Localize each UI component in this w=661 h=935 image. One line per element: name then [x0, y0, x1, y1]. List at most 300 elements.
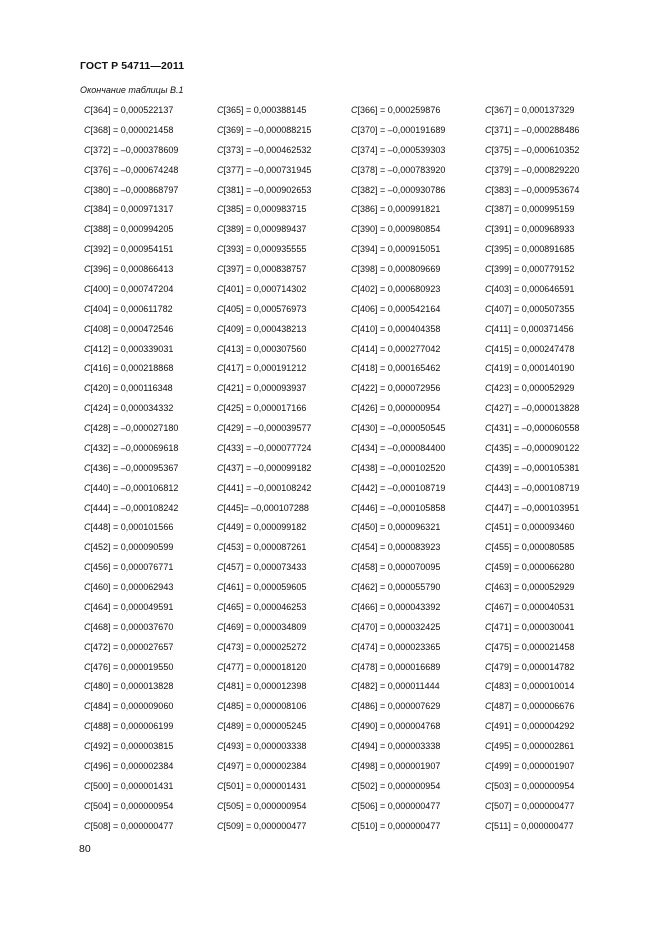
coefficient-cell — [351, 661, 485, 673]
coefficient-symbol: C — [84, 701, 91, 712]
coefficient-value: [422] = 0,000072956 — [357, 383, 441, 394]
table-row — [84, 820, 604, 840]
coefficient-value: [455] = 0,000080585 — [491, 542, 575, 553]
coefficient-cell — [217, 382, 351, 394]
coefficient-cell — [84, 263, 217, 275]
coefficient-cell — [84, 502, 217, 514]
coefficient-cell — [217, 661, 351, 673]
coefficient-symbol: C — [217, 800, 224, 811]
coefficient-value: [474] = 0,000023365 — [357, 641, 441, 652]
coefficient-symbol: C — [84, 760, 91, 771]
coefficient-symbol: C — [217, 105, 224, 115]
coefficient-symbol: C — [84, 562, 91, 573]
coefficient-value: [437] = –0,000099182 — [223, 462, 312, 473]
coefficient-value: [365] = 0,000388145 — [223, 105, 307, 115]
table-row — [84, 402, 604, 422]
table-row — [84, 442, 604, 462]
coefficient-value: [390] = 0,000980854 — [357, 224, 441, 235]
coefficient-value: [402] = 0,000680923 — [357, 283, 441, 294]
coefficient-value: [404] = 0,000611782 — [90, 303, 173, 314]
coefficient-value: [489] = 0,000005245 — [223, 721, 307, 732]
coefficient-cell — [84, 203, 217, 215]
coefficient-cell — [351, 601, 485, 613]
coefficient-symbol: C — [217, 522, 224, 533]
coefficient-symbol: C — [217, 283, 224, 294]
coefficient-value: [441] = –0,000108242 — [223, 482, 312, 493]
coefficient-value: [371] = –0,000288486 — [491, 124, 580, 135]
coefficient-value: [385] = 0,000983715 — [223, 204, 307, 215]
coefficient-cell — [84, 521, 217, 533]
coefficient-symbol: C — [84, 403, 91, 414]
coefficient-cell — [217, 521, 351, 533]
coefficient-value: [406] = 0,000542164 — [357, 303, 441, 314]
coefficient-cell — [217, 164, 351, 176]
coefficient-symbol: C — [485, 184, 492, 195]
coefficient-symbol: C — [351, 681, 358, 692]
coefficient-value: [388] = 0,000994205 — [90, 224, 174, 235]
coefficient-symbol: C — [485, 303, 492, 314]
coefficient-symbol: C — [84, 323, 91, 334]
table-caption: Окончание таблицы В.1 — [80, 85, 184, 95]
table-row — [84, 243, 604, 263]
coefficient-cell — [217, 601, 351, 613]
coefficient-value: [442] = –0,000108719 — [357, 482, 446, 493]
coefficient-symbol: C — [84, 264, 91, 274]
coefficient-symbol: C — [351, 323, 358, 334]
coefficient-symbol: C — [84, 601, 91, 612]
coefficient-value: [439] = –0,000105381 — [491, 462, 580, 473]
coefficient-value: [509] = 0,000000477 — [223, 820, 307, 831]
coefficient-cell — [485, 343, 604, 355]
coefficient-symbol: C — [84, 283, 91, 294]
coefficient-symbol: C — [84, 105, 91, 115]
coefficient-cell — [84, 422, 217, 434]
coefficient-cell — [485, 263, 604, 275]
coefficient-value: [449] = 0,000099182 — [223, 522, 307, 533]
coefficient-symbol: C — [217, 144, 224, 155]
coefficient-value: [462] = 0,000055790 — [357, 582, 441, 592]
coefficient-cell — [217, 641, 351, 653]
coefficient-cell — [217, 144, 351, 156]
coefficient-cell — [485, 164, 604, 176]
coefficient-cell — [351, 482, 485, 494]
coefficient-value: [428] = –0,000027180 — [90, 423, 179, 433]
coefficient-value: [504] = 0,000000954 — [90, 800, 174, 811]
coefficient-symbol: C — [351, 442, 358, 453]
coefficient-cell — [217, 343, 351, 355]
coefficient-value: [378] = –0,000783920 — [357, 164, 446, 175]
coefficient-cell — [217, 243, 351, 255]
coefficient-symbol: C — [485, 124, 492, 135]
coefficient-value: [372] = –0,000378609 — [90, 144, 179, 155]
coefficient-symbol: C — [217, 264, 224, 274]
coefficient-value: [511] = 0,000000477 — [491, 820, 574, 831]
coefficient-symbol: C — [84, 641, 91, 652]
coefficient-symbol: C — [351, 701, 358, 712]
coefficient-cell — [84, 382, 217, 394]
coefficient-cell — [485, 124, 604, 136]
coefficient-symbol: C — [485, 721, 492, 732]
coefficient-value: [374] = –0,000539303 — [357, 144, 446, 155]
coefficient-symbol: C — [84, 343, 91, 354]
coefficient-symbol: C — [485, 800, 492, 811]
coefficient-symbol: C — [84, 124, 91, 135]
coefficient-cell — [351, 124, 485, 136]
coefficient-symbol: C — [84, 204, 91, 215]
coefficient-value: [503] = 0,000000954 — [491, 780, 575, 791]
coefficient-symbol: C — [485, 760, 492, 771]
coefficient-value: [412] = 0,000339031 — [90, 343, 174, 354]
table-row — [84, 422, 604, 442]
coefficient-symbol: C — [351, 502, 358, 513]
coefficient-cell — [84, 243, 217, 255]
coefficient-cell — [351, 104, 485, 116]
coefficient-cell — [485, 820, 604, 832]
coefficient-cell — [351, 144, 485, 156]
coefficient-value: [495] = 0,000002861 — [491, 741, 575, 751]
coefficient-value: [382] = –0,000930786 — [357, 184, 446, 195]
coefficient-symbol: C — [485, 423, 492, 433]
coefficient-value: [487] = 0,000006676 — [491, 701, 575, 712]
coefficient-cell — [485, 521, 604, 533]
table-row — [84, 561, 604, 581]
coefficient-cell — [351, 541, 485, 553]
table-row — [84, 203, 604, 223]
table-row — [84, 521, 604, 541]
coefficient-cell — [485, 541, 604, 553]
coefficient-cell — [351, 760, 485, 772]
coefficient-value: [420] = 0,000116348 — [90, 383, 173, 394]
coefficient-value: [426] = 0,000000954 — [357, 403, 441, 414]
coefficient-value: [459] = 0,000066280 — [491, 562, 575, 573]
coefficient-symbol: C — [351, 343, 358, 354]
coefficient-value: [429] = –0,000039577 — [223, 423, 312, 433]
coefficient-cell — [351, 243, 485, 255]
coefficient-symbol: C — [84, 244, 91, 255]
coefficient-cell — [351, 442, 485, 454]
coefficient-symbol: C — [217, 641, 224, 652]
coefficient-value: [373] = –0,000462532 — [223, 144, 312, 155]
coefficient-symbol: C — [217, 820, 224, 831]
coefficient-value: [438] = –0,000102520 — [357, 462, 446, 473]
coefficient-symbol: C — [351, 760, 358, 771]
coefficient-value: [478] = 0,000016689 — [357, 661, 441, 672]
coefficient-cell — [485, 462, 604, 474]
coefficient-symbol: C — [217, 562, 224, 573]
coefficient-value: [405] = 0,000576973 — [223, 303, 307, 314]
coefficient-symbol: C — [485, 442, 492, 453]
coefficient-value: [396] = 0,000866413 — [90, 264, 174, 274]
coefficient-cell — [485, 104, 604, 116]
table-row — [84, 283, 604, 303]
coefficient-symbol: C — [351, 741, 358, 751]
coefficient-symbol: C — [217, 323, 224, 334]
coefficient-symbol: C — [84, 820, 91, 831]
coefficient-value: [421] = 0,000093937 — [223, 383, 307, 394]
table-row — [84, 482, 604, 502]
coefficient-value: [501] = 0,000001431 — [223, 780, 307, 791]
coefficient-value: [508] = 0,000000477 — [90, 820, 174, 831]
coefficient-value: [507] = 0,000000477 — [491, 800, 575, 811]
coefficient-value: [443] = –0,000108719 — [491, 482, 580, 493]
table-row — [84, 104, 604, 124]
coefficient-symbol: C — [485, 363, 492, 374]
table-row — [84, 382, 604, 402]
coefficient-value: [477] = 0,000018120 — [223, 661, 307, 672]
coefficient-cell — [485, 184, 604, 196]
table-row — [84, 462, 604, 482]
coefficient-symbol: C — [217, 184, 224, 195]
coefficient-symbol: C — [485, 264, 492, 274]
coefficient-symbol: C — [84, 224, 91, 235]
coefficient-value: [430] = –0,000050545 — [357, 423, 446, 433]
table-row — [84, 223, 604, 243]
coefficient-cell — [351, 422, 485, 434]
coefficient-symbol: C — [217, 224, 224, 235]
coefficient-cell — [217, 462, 351, 474]
coefficient-cell — [485, 561, 604, 573]
coefficient-value: [486] = 0,000007629 — [357, 701, 441, 712]
coefficient-symbol: C — [217, 303, 224, 314]
coefficient-cell — [84, 700, 217, 712]
coefficient-value: [408] = 0,000472546 — [90, 323, 174, 334]
coefficient-value: [383] = –0,000953674 — [491, 184, 580, 195]
coefficient-symbol: C — [217, 462, 224, 473]
coefficient-value: [466] = 0,000043392 — [357, 601, 441, 612]
coefficient-symbol: C — [485, 105, 492, 115]
coefficient-value: [482] = 0,000011444 — [357, 681, 440, 692]
coefficient-symbol: C — [485, 542, 492, 553]
coefficient-symbol: C — [351, 224, 358, 235]
coefficient-symbol: C — [485, 283, 492, 294]
coefficient-symbol: C — [485, 323, 492, 334]
coefficient-cell — [217, 223, 351, 235]
table-row — [84, 303, 604, 323]
coefficient-value: [403] = 0,000646591 — [491, 283, 575, 294]
coefficient-cell — [84, 283, 217, 295]
table-row — [84, 621, 604, 641]
coefficient-cell — [351, 164, 485, 176]
coefficient-symbol: C — [485, 403, 492, 414]
coefficient-cell — [351, 820, 485, 832]
coefficient-cell — [351, 263, 485, 275]
coefficient-symbol: C — [84, 582, 91, 592]
coefficient-value: [492] = 0,000003815 — [90, 741, 174, 751]
coefficient-symbol: C — [485, 641, 492, 652]
coefficient-cell — [217, 442, 351, 454]
coefficient-symbol: C — [84, 164, 91, 175]
coefficient-value: [468] = 0,000037670 — [90, 621, 174, 632]
coefficient-value: [488] = 0,000006199 — [90, 721, 174, 732]
coefficient-cell — [84, 303, 217, 315]
coefficient-value: [497] = 0,000002384 — [223, 760, 307, 771]
coefficient-cell — [485, 402, 604, 414]
coefficient-symbol: C — [485, 621, 492, 632]
coefficient-symbol: C — [351, 780, 358, 791]
coefficient-symbol: C — [351, 582, 358, 592]
coefficient-value: [411] = 0,000371456 — [491, 323, 574, 334]
coefficient-cell — [84, 740, 217, 752]
table-row — [84, 323, 604, 343]
coefficient-symbol: C — [84, 423, 91, 433]
table-row — [84, 601, 604, 621]
coefficient-value: [473] = 0,000025272 — [223, 641, 307, 652]
coefficient-symbol: C — [84, 681, 91, 692]
coefficient-symbol: C — [485, 383, 492, 394]
coefficient-symbol: C — [217, 244, 224, 255]
coefficient-symbol: C — [217, 482, 224, 493]
coefficient-cell — [485, 800, 604, 812]
coefficient-cell — [351, 343, 485, 355]
table-row — [84, 740, 604, 760]
coefficient-value: [491] = 0,000004292 — [491, 721, 575, 732]
coefficient-cell — [217, 740, 351, 752]
coefficient-value: [446] = –0,000105858 — [357, 502, 446, 513]
coefficient-cell — [485, 362, 604, 374]
coefficient-value: [401] = 0,000714302 — [223, 283, 307, 294]
coefficient-value: [461] = 0,000059605 — [223, 582, 307, 592]
coefficient-value: [413] = 0,000307560 — [223, 343, 307, 354]
coefficient-cell — [217, 700, 351, 712]
coefficient-value: [436] = –0,000095367 — [90, 462, 179, 473]
coefficient-value: [367] = 0,000137329 — [491, 105, 575, 115]
coefficient-value: [506] = 0,000000477 — [357, 800, 441, 811]
coefficient-value: [498] = 0,000001907 — [357, 760, 441, 771]
coefficient-cell — [485, 641, 604, 653]
coefficient-symbol: C — [485, 562, 492, 573]
coefficient-cell — [217, 283, 351, 295]
table-row — [84, 124, 604, 144]
coefficient-cell — [485, 621, 604, 633]
coefficient-symbol: C — [84, 522, 91, 533]
coefficient-symbol: C — [84, 542, 91, 553]
coefficient-value: [425] = 0,000017166 — [223, 403, 307, 414]
coefficient-value: [450] = 0,000096321 — [357, 522, 441, 533]
coefficient-symbol: C — [84, 741, 91, 751]
coefficient-value: [386] = 0,000991821 — [357, 204, 441, 215]
coefficient-cell — [485, 442, 604, 454]
coefficient-symbol: C — [84, 144, 91, 155]
coefficient-symbol: C — [84, 442, 91, 453]
coefficient-symbol: C — [84, 621, 91, 632]
coefficient-cell — [351, 700, 485, 712]
coefficient-cell — [84, 680, 217, 692]
coefficient-symbol: C — [485, 820, 492, 831]
coefficient-cell — [485, 144, 604, 156]
coefficient-value: [445]= –0,000107288 — [223, 502, 309, 513]
coefficient-symbol: C — [217, 780, 224, 791]
coefficient-symbol: C — [84, 502, 91, 513]
coefficient-symbol: C — [485, 741, 492, 751]
coefficient-cell — [84, 661, 217, 673]
coefficient-symbol: C — [84, 462, 91, 473]
coefficient-value: [469] = 0,000034809 — [223, 621, 307, 632]
coefficient-value: [384] = 0,000971317 — [90, 204, 174, 215]
coefficient-cell — [351, 382, 485, 394]
coefficient-symbol: C — [351, 641, 358, 652]
coefficient-symbol: C — [351, 204, 358, 215]
coefficient-value: [417] = 0,000191212 — [223, 363, 307, 374]
coefficient-value: [377] = –0,000731945 — [223, 164, 312, 175]
coefficient-symbol: C — [217, 502, 224, 513]
table-row — [84, 641, 604, 661]
coefficient-value: [419] = 0,000140190 — [491, 363, 575, 374]
table-row — [84, 164, 604, 184]
coefficient-value: [510] = 0,000000477 — [357, 820, 441, 831]
coefficient-symbol: C — [217, 661, 224, 672]
coefficient-symbol: C — [217, 383, 224, 394]
table-row — [84, 720, 604, 740]
coefficient-symbol: C — [84, 661, 91, 672]
coefficient-value: [484] = 0,000009060 — [90, 701, 174, 712]
coefficient-table — [84, 104, 604, 839]
coefficient-value: [493] = 0,000003338 — [223, 741, 307, 751]
coefficient-value: [375] = –0,000610352 — [491, 144, 580, 155]
coefficient-value: [490] = 0,000004768 — [357, 721, 441, 732]
coefficient-cell — [485, 382, 604, 394]
coefficient-symbol: C — [217, 741, 224, 751]
coefficient-value: [393] = 0,000935555 — [223, 244, 307, 255]
coefficient-symbol: C — [84, 383, 91, 394]
coefficient-value: [472] = 0,000027657 — [90, 641, 174, 652]
coefficient-symbol: C — [485, 681, 492, 692]
coefficient-value: [483] = 0,000010014 — [491, 681, 575, 692]
coefficient-symbol: C — [84, 303, 91, 314]
coefficient-value: [389] = 0,000989437 — [223, 224, 307, 235]
coefficient-cell — [351, 521, 485, 533]
page-number: 80 — [79, 843, 91, 855]
coefficient-value: [440] = –0,000106812 — [90, 482, 179, 493]
coefficient-value: [502] = 0,000000954 — [357, 780, 441, 791]
coefficient-cell — [351, 184, 485, 196]
coefficient-value: [481] = 0,000012398 — [223, 681, 307, 692]
coefficient-symbol: C — [217, 621, 224, 632]
table-row — [84, 343, 604, 363]
coefficient-cell — [485, 482, 604, 494]
coefficient-symbol: C — [485, 144, 492, 155]
coefficient-symbol: C — [351, 800, 358, 811]
coefficient-value: [409] = 0,000438213 — [223, 323, 307, 334]
coefficient-cell — [351, 641, 485, 653]
coefficient-value: [456] = 0,000076771 — [90, 562, 174, 573]
coefficient-cell — [84, 362, 217, 374]
coefficient-value: [410] = 0,000404358 — [357, 323, 441, 334]
coefficient-symbol: C — [485, 701, 492, 712]
coefficient-symbol: C — [351, 144, 358, 155]
coefficient-cell — [84, 760, 217, 772]
coefficient-value: [387] = 0,000995159 — [491, 204, 575, 215]
coefficient-symbol: C — [217, 164, 224, 175]
coefficient-value: [500] = 0,000001431 — [90, 780, 174, 791]
coefficient-cell — [217, 561, 351, 573]
coefficient-cell — [485, 502, 604, 514]
coefficient-symbol: C — [84, 184, 91, 195]
coefficient-cell — [217, 402, 351, 414]
coefficient-value: [366] = 0,000259876 — [357, 105, 441, 115]
coefficient-value: [476] = 0,000019550 — [90, 661, 174, 672]
coefficient-value: [398] = 0,000809669 — [357, 264, 441, 274]
coefficient-cell — [485, 243, 604, 255]
coefficient-symbol: C — [84, 721, 91, 732]
coefficient-symbol: C — [84, 800, 91, 811]
coefficient-symbol: C — [351, 283, 358, 294]
coefficient-value: [418] = 0,000165462 — [357, 363, 441, 374]
coefficient-cell — [217, 581, 351, 593]
coefficient-symbol: C — [217, 363, 224, 374]
coefficient-symbol: C — [217, 423, 224, 433]
coefficient-value: [480] = 0,000013828 — [90, 681, 174, 692]
coefficient-value: [485] = 0,000008106 — [223, 701, 307, 712]
